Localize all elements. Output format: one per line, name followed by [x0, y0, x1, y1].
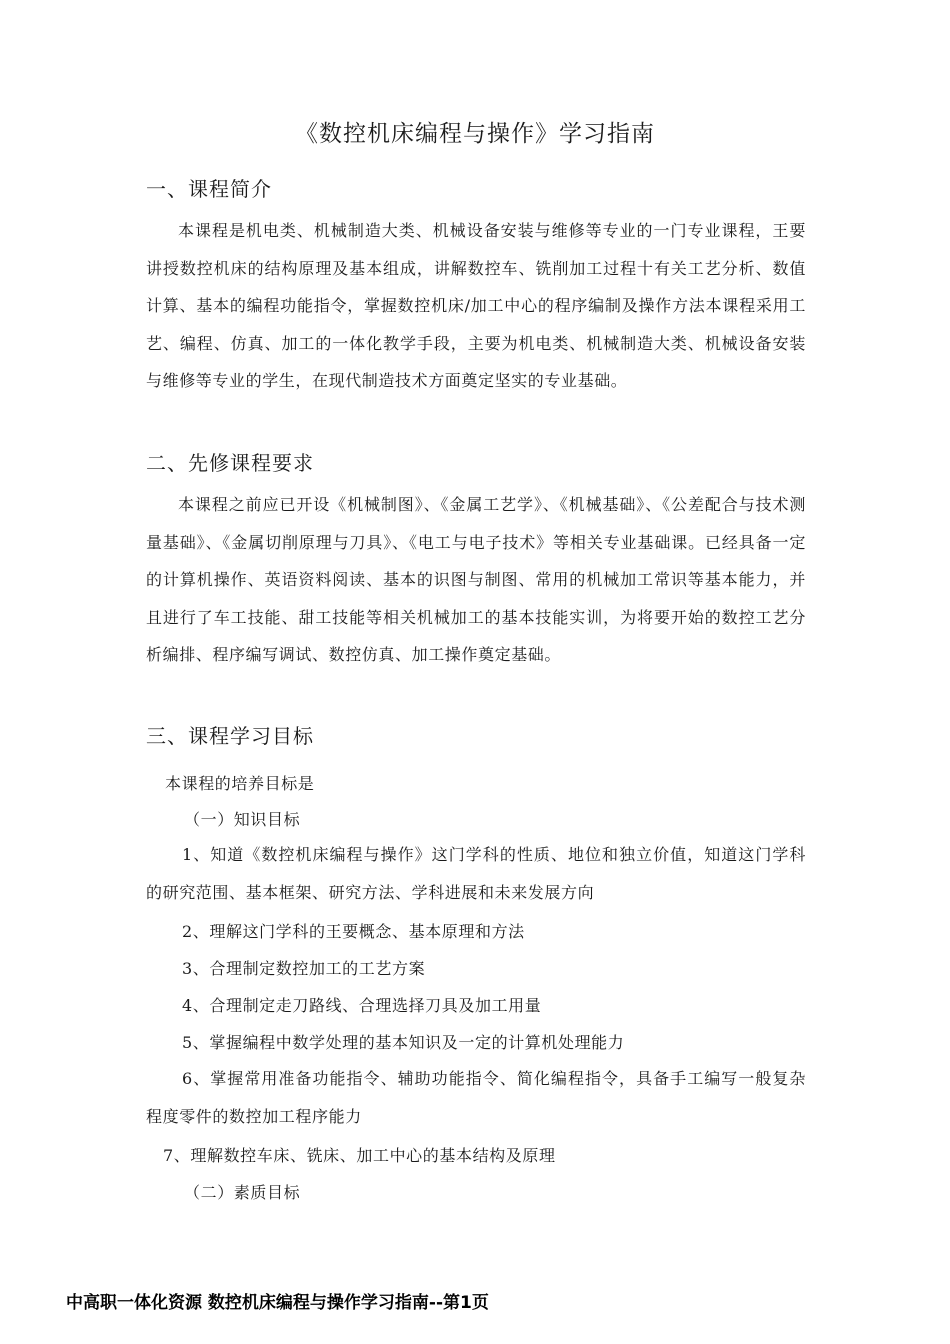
objective-item-1: 1、知道《数控机床编程与操作》这门学科的性质、地位和独立价值，知道这门学科的研究范围、基本框架、研究方法、学科进展和未来发展方向: [146, 845, 806, 902]
objective-item-6: 6、掌握常用准备功能指令、辅助功能指令、简化编程指令，具备手工编写一般复杂程度零件的数控加工程序能力: [146, 1069, 806, 1126]
page-footer: 中高职一体化资源 数控机床编程与操作学习指南--第1页: [66, 1293, 489, 1313]
subheading-knowledge: （一）知识目标: [184, 810, 301, 829]
subheading-quality: （二）素质目标: [184, 1183, 301, 1202]
objective-item-3: 3、合理制定数控加工的工艺方案: [182, 959, 426, 978]
objective-item-4: 4、合理制定走刀路线、合理选择刀具及加工用量: [182, 996, 542, 1015]
section-heading-objectives: 三、课程学习目标: [146, 724, 314, 748]
paragraph-course-intro: 本课程是机电类、机械制造大类、机械设备安装与维修等专业的一门专业课程，王要讲授数控机床的结构原理及基本组成，讲解数控车、铣削加工过程十有关工艺分析、数值计算、基本的编程功能指令，掌握数控机床/加工中心的程序编制及操作方法本课程采用工艺、编程、仿真、加工的一体化教学手段，主要为机电类、机械制造大类、机械设备安装与维修等专业的学生，在现代制造技术方面奠定坚实的专业基础。: [146, 221, 806, 390]
section-heading-intro: 一、课程简介: [146, 177, 272, 201]
objective-item-7: 7、理解数控车床、铣床、加工中心的基本结构及原理: [163, 1146, 556, 1165]
objective-item-5: 5、掌握编程中数学处理的基本知识及一定的计算机处理能力: [182, 1033, 625, 1052]
paragraph-prerequisites: 本课程之前应已开设《机械制图》、《金属工艺学》、《机械基础》、《公差配合与技术测量基础》、《金属切削原理与刀具》、《电工与电子技术》等相关专业基础课。已经具备一定的计算机操作、英语资料阅读、基本的识图与制图、常用的机械加工常识等基本能力，并且进行了车工技能、甜工技能等相关机械加工的基本技能实训，为将要开始的数控工艺分析编排、程序编写调试、数控仿真、加工操作奠定基础。: [146, 495, 806, 664]
objectives-intro: 本课程的培养目标是: [165, 774, 315, 793]
page-title: 《数控机床编程与操作》学习指南: [295, 121, 655, 147]
objective-item-2: 2、理解这门学科的王要概念、基本原理和方法: [182, 922, 525, 941]
section-heading-prerequisites: 二、先修课程要求: [146, 451, 314, 475]
